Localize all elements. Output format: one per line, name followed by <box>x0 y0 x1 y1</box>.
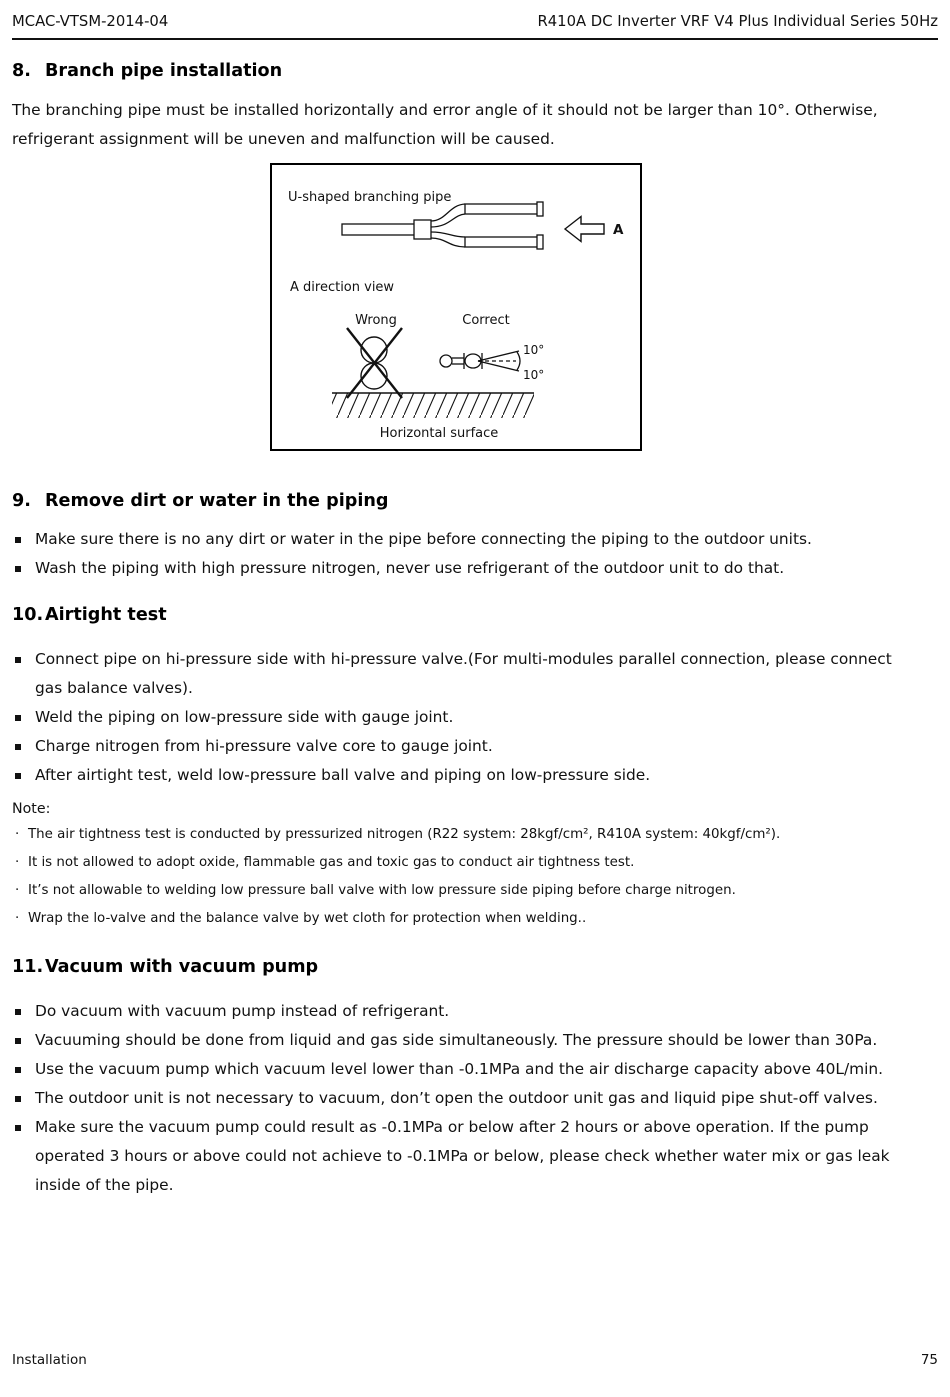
section-10-number: 10. <box>12 605 44 625</box>
bullet-text: Make sure there is no any dirt or water in the pipe before connecting the piping to the outdoor units. <box>35 530 812 548</box>
section-9-bullet-list <box>12 525 938 583</box>
pipe-end-circle <box>440 355 452 367</box>
square-bullet-marker <box>15 1009 21 1015</box>
branch-pipe-diagram <box>272 165 640 449</box>
square-bullet-marker <box>15 1038 21 1044</box>
square-bullet-marker <box>15 715 21 721</box>
dot-bullet-marker: · <box>15 883 20 898</box>
note-text: Wrap the lo-valve and the balance valve by wet cloth for protection when welding.. <box>28 911 587 926</box>
section-11-bullet-list <box>12 997 938 1200</box>
section-11-heading <box>12 957 938 977</box>
bullet-text: Wash the piping with high pressure nitrogen, never use refrigerant of the outdoor unit to do that. <box>35 559 785 577</box>
horizontal-surface-hatching <box>332 393 534 418</box>
bullet-text: Use the vacuum pump which vacuum level lower than -0.1MPa and the air discharge capacity above 40L/min. <box>35 1060 884 1078</box>
note-text: It is not allowed to adopt oxide, flammable gas and toxic gas to conduct air tightness test. <box>28 855 635 870</box>
angle-label-top: 10° <box>523 343 545 357</box>
dot-bullet-marker: · <box>15 827 20 842</box>
note-text: The air tightness test is conducted by pressurized nitrogen (R22 system: 28kgf/cm², R410A system: 40kgf/cm²). <box>28 827 781 842</box>
square-bullet-marker <box>15 537 21 543</box>
section-airtight-test <box>12 605 938 933</box>
page-footer <box>12 1352 938 1368</box>
section-8-heading <box>12 61 938 81</box>
branch-pipe-figure <box>270 163 642 451</box>
bullet-text: The outdoor unit is not necessary to vacuum, don’t open the outdoor unit gas and liquid pipe shut-off valves. <box>35 1089 878 1107</box>
bullet-text: Make sure the vacuum pump could result as -0.1MPa or below after 2 hours or above operation. If the pump operated 3 hours or above could not achieve to -0.1MPa or below, please check whether water mix or gas leak inside of the pipe. <box>35 1118 890 1194</box>
u-shaped-pipe-drawing <box>342 202 543 249</box>
page-header <box>12 0 938 40</box>
bullet-text: Vacuuming should be done from liquid and gas side simultaneously. The pressure should be lower than 30Pa. <box>35 1031 878 1049</box>
page-number: 75 <box>920 1352 938 1368</box>
section-8-number: 8. <box>12 61 31 81</box>
list-item <box>12 1055 938 1084</box>
list-item <box>12 997 938 1026</box>
branch-curve <box>431 232 465 237</box>
bullet-text: Do vacuum with vacuum pump instead of refrigerant. <box>35 1002 450 1020</box>
square-bullet-marker <box>15 1125 21 1131</box>
square-bullet-marker <box>15 657 21 663</box>
section-11-title: Vacuum with vacuum pump <box>45 957 319 977</box>
top-branch-pipe <box>465 204 539 214</box>
branch-curve <box>431 238 465 247</box>
note-text: It’s not allowable to welding low pressure ball valve with low pressure side piping before charge nitrogen. <box>28 883 736 898</box>
section-9-number: 9. <box>12 491 31 511</box>
section-11-number: 11. <box>12 957 44 977</box>
u-shaped-pipe-label: U-shaped branching pipe <box>288 190 452 205</box>
note-item <box>12 849 938 877</box>
note-item <box>12 905 938 933</box>
hatch-band <box>332 393 534 418</box>
footer-chapter-label: Installation <box>12 1352 87 1368</box>
section-10-heading <box>12 605 938 625</box>
document-title: R410A DC Inverter VRF V4 Plus Individual Series 50Hz <box>537 13 938 30</box>
section-9-title: Remove dirt or water in the piping <box>45 491 389 511</box>
square-bullet-marker <box>15 773 21 779</box>
correct-label: Correct <box>462 313 510 328</box>
correct-orientation-drawing <box>440 351 520 371</box>
document-code: MCAC-VTSM-2014-04 <box>12 13 169 30</box>
list-item <box>12 761 938 790</box>
list-item <box>12 1113 938 1200</box>
branch-curve <box>431 204 465 221</box>
inlet-pipe <box>342 224 416 235</box>
bullet-text: Connect pipe on hi-pressure side with hi-pressure valve.(For multi-modules parallel connection, please connect gas balance valves). <box>35 650 892 697</box>
section-10-title: Airtight test <box>45 605 167 625</box>
bullet-text: After airtight test, weld low-pressure ball valve and piping on low-pressure side. <box>35 766 651 784</box>
section-10-bullet-list <box>12 645 938 790</box>
wrong-label: Wrong <box>355 313 397 328</box>
bullet-text: Charge nitrogen from hi-pressure valve core to gauge joint. <box>35 737 493 755</box>
pipe-coupler <box>414 220 431 239</box>
wrong-orientation-drawing <box>347 328 402 398</box>
top-branch-end-cap <box>537 202 543 216</box>
list-item <box>12 554 938 583</box>
square-bullet-marker <box>15 566 21 572</box>
bottom-branch-end-cap <box>537 235 543 249</box>
note-list <box>12 821 938 933</box>
horizontal-surface-label: Horizontal surface <box>379 426 499 441</box>
section-vacuum-pump <box>12 957 938 1200</box>
list-item <box>12 525 938 554</box>
angle-label-bottom: 10° <box>523 368 545 382</box>
square-bullet-marker <box>15 744 21 750</box>
section-9-heading <box>12 491 938 511</box>
list-item <box>12 732 938 761</box>
list-item <box>12 1026 938 1055</box>
section-8-title: Branch pipe installation <box>45 61 283 81</box>
angle-line-top <box>478 351 519 361</box>
list-item <box>12 703 938 732</box>
note-label: Note: <box>12 801 51 817</box>
angle-arc <box>517 352 520 370</box>
list-item <box>12 1084 938 1113</box>
a-direction-view-label: A direction view <box>290 280 395 295</box>
dot-bullet-marker: · <box>15 855 20 870</box>
note-item <box>12 877 938 905</box>
list-item <box>12 645 938 703</box>
dot-bullet-marker: · <box>15 911 20 926</box>
section-8-intro: The branching pipe must be installed horizontally and error angle of it should not be larger than 10°. Otherwise, refrigerant assignment will be uneven and malfunction will be caused. <box>12 101 878 148</box>
square-bullet-marker <box>15 1096 21 1102</box>
note-item <box>12 821 938 849</box>
section-remove-dirt-water <box>12 491 938 583</box>
bottom-branch-pipe <box>465 237 539 247</box>
section-branch-pipe-installation <box>12 61 938 451</box>
square-bullet-marker <box>15 1067 21 1073</box>
angle-line-bottom <box>478 361 519 371</box>
view-direction-arrow-icon <box>565 217 604 242</box>
bullet-text: Weld the piping on low-pressure side with gauge joint. <box>35 708 454 726</box>
arrow-a-label: A <box>613 222 624 238</box>
